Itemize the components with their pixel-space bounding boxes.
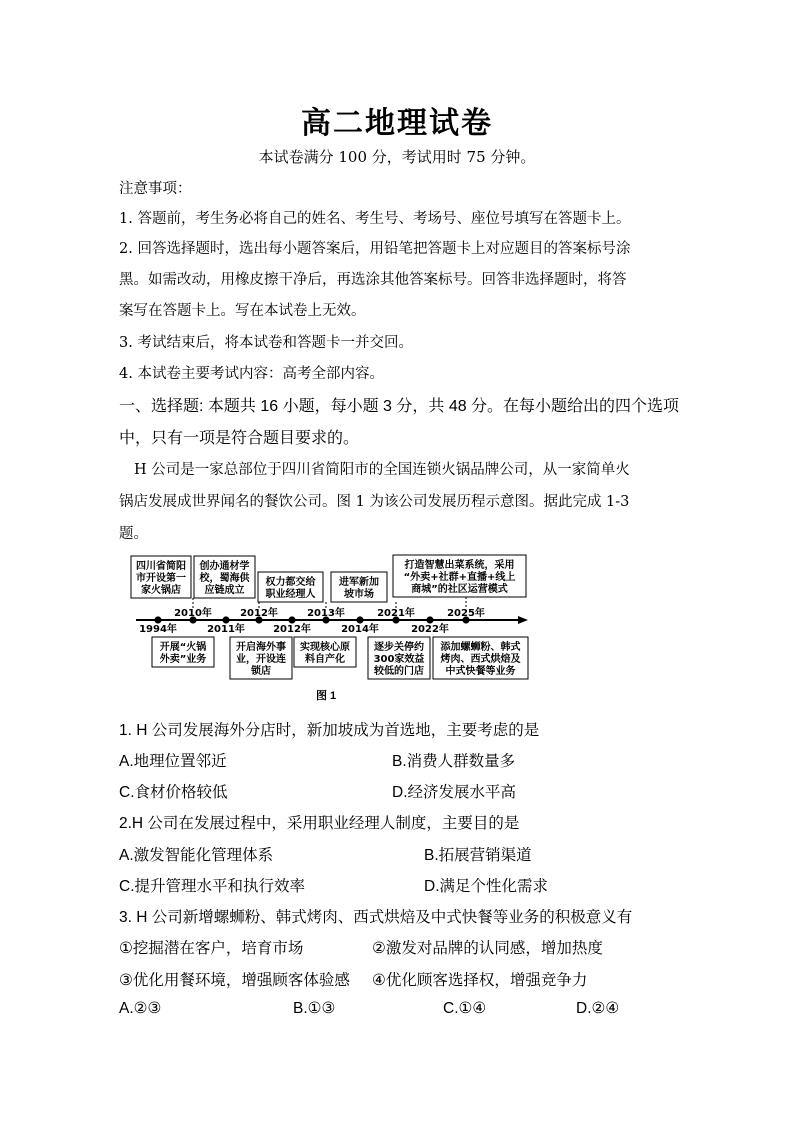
year-label-top: 2013年 — [307, 608, 345, 619]
q3-option-b: B.①③ — [293, 1000, 336, 1017]
event-label: 开启海外事 — [236, 642, 286, 653]
year-label-top: 2010年 — [174, 608, 212, 619]
year-label-top: 2012年 — [240, 608, 278, 619]
timeline-arrow — [518, 616, 528, 624]
q1-option-a: A.地理位置邻近 — [119, 753, 227, 770]
notice-item: 黑。如需改动，用橡皮擦干净后，再选涂其他答案标号。回答非选择题时，将答 — [119, 272, 627, 288]
q2-option-b: B.拓展营销渠道 — [424, 847, 532, 864]
question-2-stem: 2.H 公司在发展过程中，采用职业经理人制度，主要目的是 — [119, 815, 520, 832]
timeline-node — [288, 616, 295, 623]
event-label: 业，开设连 — [236, 654, 286, 665]
event-label: 进军新加 — [339, 577, 379, 588]
event-label: 市开设第一 — [136, 573, 186, 584]
event-label: 家火锅店 — [141, 585, 181, 596]
event-label: 商城”的社区运营模式 — [411, 584, 508, 595]
q2-option-c: C.提升管理水平和执行效率 — [119, 878, 306, 895]
event-label: 职业经理人 — [265, 589, 316, 600]
event-label: 中式快餐等业务 — [445, 666, 516, 677]
timeline-node — [426, 616, 433, 623]
event-label: 开展“火锅 — [159, 642, 207, 653]
q3-option-c: C.①④ — [443, 1000, 487, 1017]
notice-item: 2. 回答选择题时，选出每小题答案后，用铅笔把答题卡上对应题目的答案标号涂 — [119, 241, 631, 257]
section-heading: 一、选择题: 本题共 16 小题，每小题 3 分，共 48 分。在每小题给出的四个选项 — [119, 398, 680, 415]
year-label-bottom: 1994年 — [139, 624, 177, 635]
year-label-top: 2025年 — [447, 608, 485, 619]
year-label-bottom: 2011年 — [207, 624, 245, 635]
event-label: 添加螺蛳粉、韩式 — [440, 642, 521, 653]
q3-statement-2: ②激发对品牌的认同感，增加热度 — [372, 940, 603, 957]
year-label-bottom: 2022年 — [411, 624, 449, 635]
timeline-node — [222, 616, 229, 623]
event-label: 300家效益 — [373, 654, 425, 665]
notice-item: 3. 考试结束后，将本试卷和答题卡一并交回。 — [119, 335, 413, 351]
event-label: 应链成立 — [204, 585, 245, 596]
event-label: 实现核心原 — [300, 642, 350, 653]
event-label: 四川省简阳 — [136, 561, 186, 572]
event-label: 烤肉、西式烘焙及 — [440, 654, 521, 665]
question-1-stem: 1. H 公司发展海外分店时，新加坡成为首选地，主要考虑的是 — [119, 722, 540, 739]
q1-option-b: B.消费人群数量多 — [392, 753, 516, 770]
q3-statement-1: ①挖掘潜在客户，培育市场 — [119, 940, 304, 957]
q1-option-d: D.经济发展水平高 — [392, 784, 517, 801]
event-label: 外卖”业务 — [159, 654, 207, 665]
q2-option-a: A.激发智能化管理体系 — [119, 847, 274, 864]
timeline-figure — [128, 553, 538, 703]
q1-option-c: C.食材价格较低 — [119, 784, 228, 801]
notice-item: 4. 本试卷主要考试内容：高考全部内容。 — [119, 366, 384, 382]
q2-option-d: D.满足个性化需求 — [424, 878, 549, 895]
passage-line: H 公司是一家总部位于四川省简阳市的全国连锁火锅品牌公司，从一家简单火 — [134, 462, 630, 478]
notice-item: 1. 答题前，考生务必将自己的姓名、考生号、考场号、座位号填写在答题卡上。 — [119, 211, 631, 227]
event-label: 坡市场 — [344, 589, 374, 600]
event-label: 创办通材学 — [199, 561, 250, 572]
event-label: 打造智慧出菜系统，采用 — [404, 560, 515, 571]
year-label-bottom: 2014年 — [341, 624, 379, 635]
event-label: 较低的门店 — [374, 666, 424, 677]
section-heading-cont: 中，只有一项是符合题目要求的。 — [119, 430, 360, 447]
event-label: “外卖+社群+直播+线上 — [403, 572, 516, 583]
notice-item: 案写在答题卡上。写在本试卷上无效。 — [119, 303, 366, 319]
q3-statement-4: ④优化顾客选择权，增强竞争力 — [372, 972, 588, 989]
timeline-node — [356, 616, 363, 623]
passage-line: 题。 — [119, 526, 148, 542]
passage-line: 锅店发展成世界闻名的餐饮公司。图 1 为该公司发展历程示意图。据此完成 1-3 — [119, 494, 630, 510]
event-label: 逐步关停约 — [374, 642, 424, 653]
event-label: 料自产化 — [305, 654, 345, 665]
year-label-top: 2021年 — [377, 608, 415, 619]
figure-caption: 图 1 — [316, 690, 337, 702]
event-label: 锁店 — [251, 666, 271, 677]
q3-statement-3: ③优化用餐环境，增强顾客体验感 — [119, 972, 350, 989]
year-label-bottom: 2012年 — [273, 624, 311, 635]
question-3-stem: 3. H 公司新增螺蛳粉、韩式烤肉、西式烘焙及中式快餐等业务的积极意义有 — [119, 909, 633, 926]
event-label: 权力都交给 — [265, 577, 316, 588]
exam-subtitle: 本试卷满分 100 分，考试用时 75 分钟。 — [258, 148, 536, 166]
timeline-node — [154, 616, 161, 623]
event-label: 校，蜀海供 — [199, 573, 250, 584]
q3-option-d: D.②④ — [576, 1000, 620, 1017]
q3-option-a: A.②③ — [119, 1000, 162, 1017]
notice-heading: 注意事项： — [119, 181, 192, 197]
exam-title: 高二地理试卷 — [301, 106, 493, 141]
